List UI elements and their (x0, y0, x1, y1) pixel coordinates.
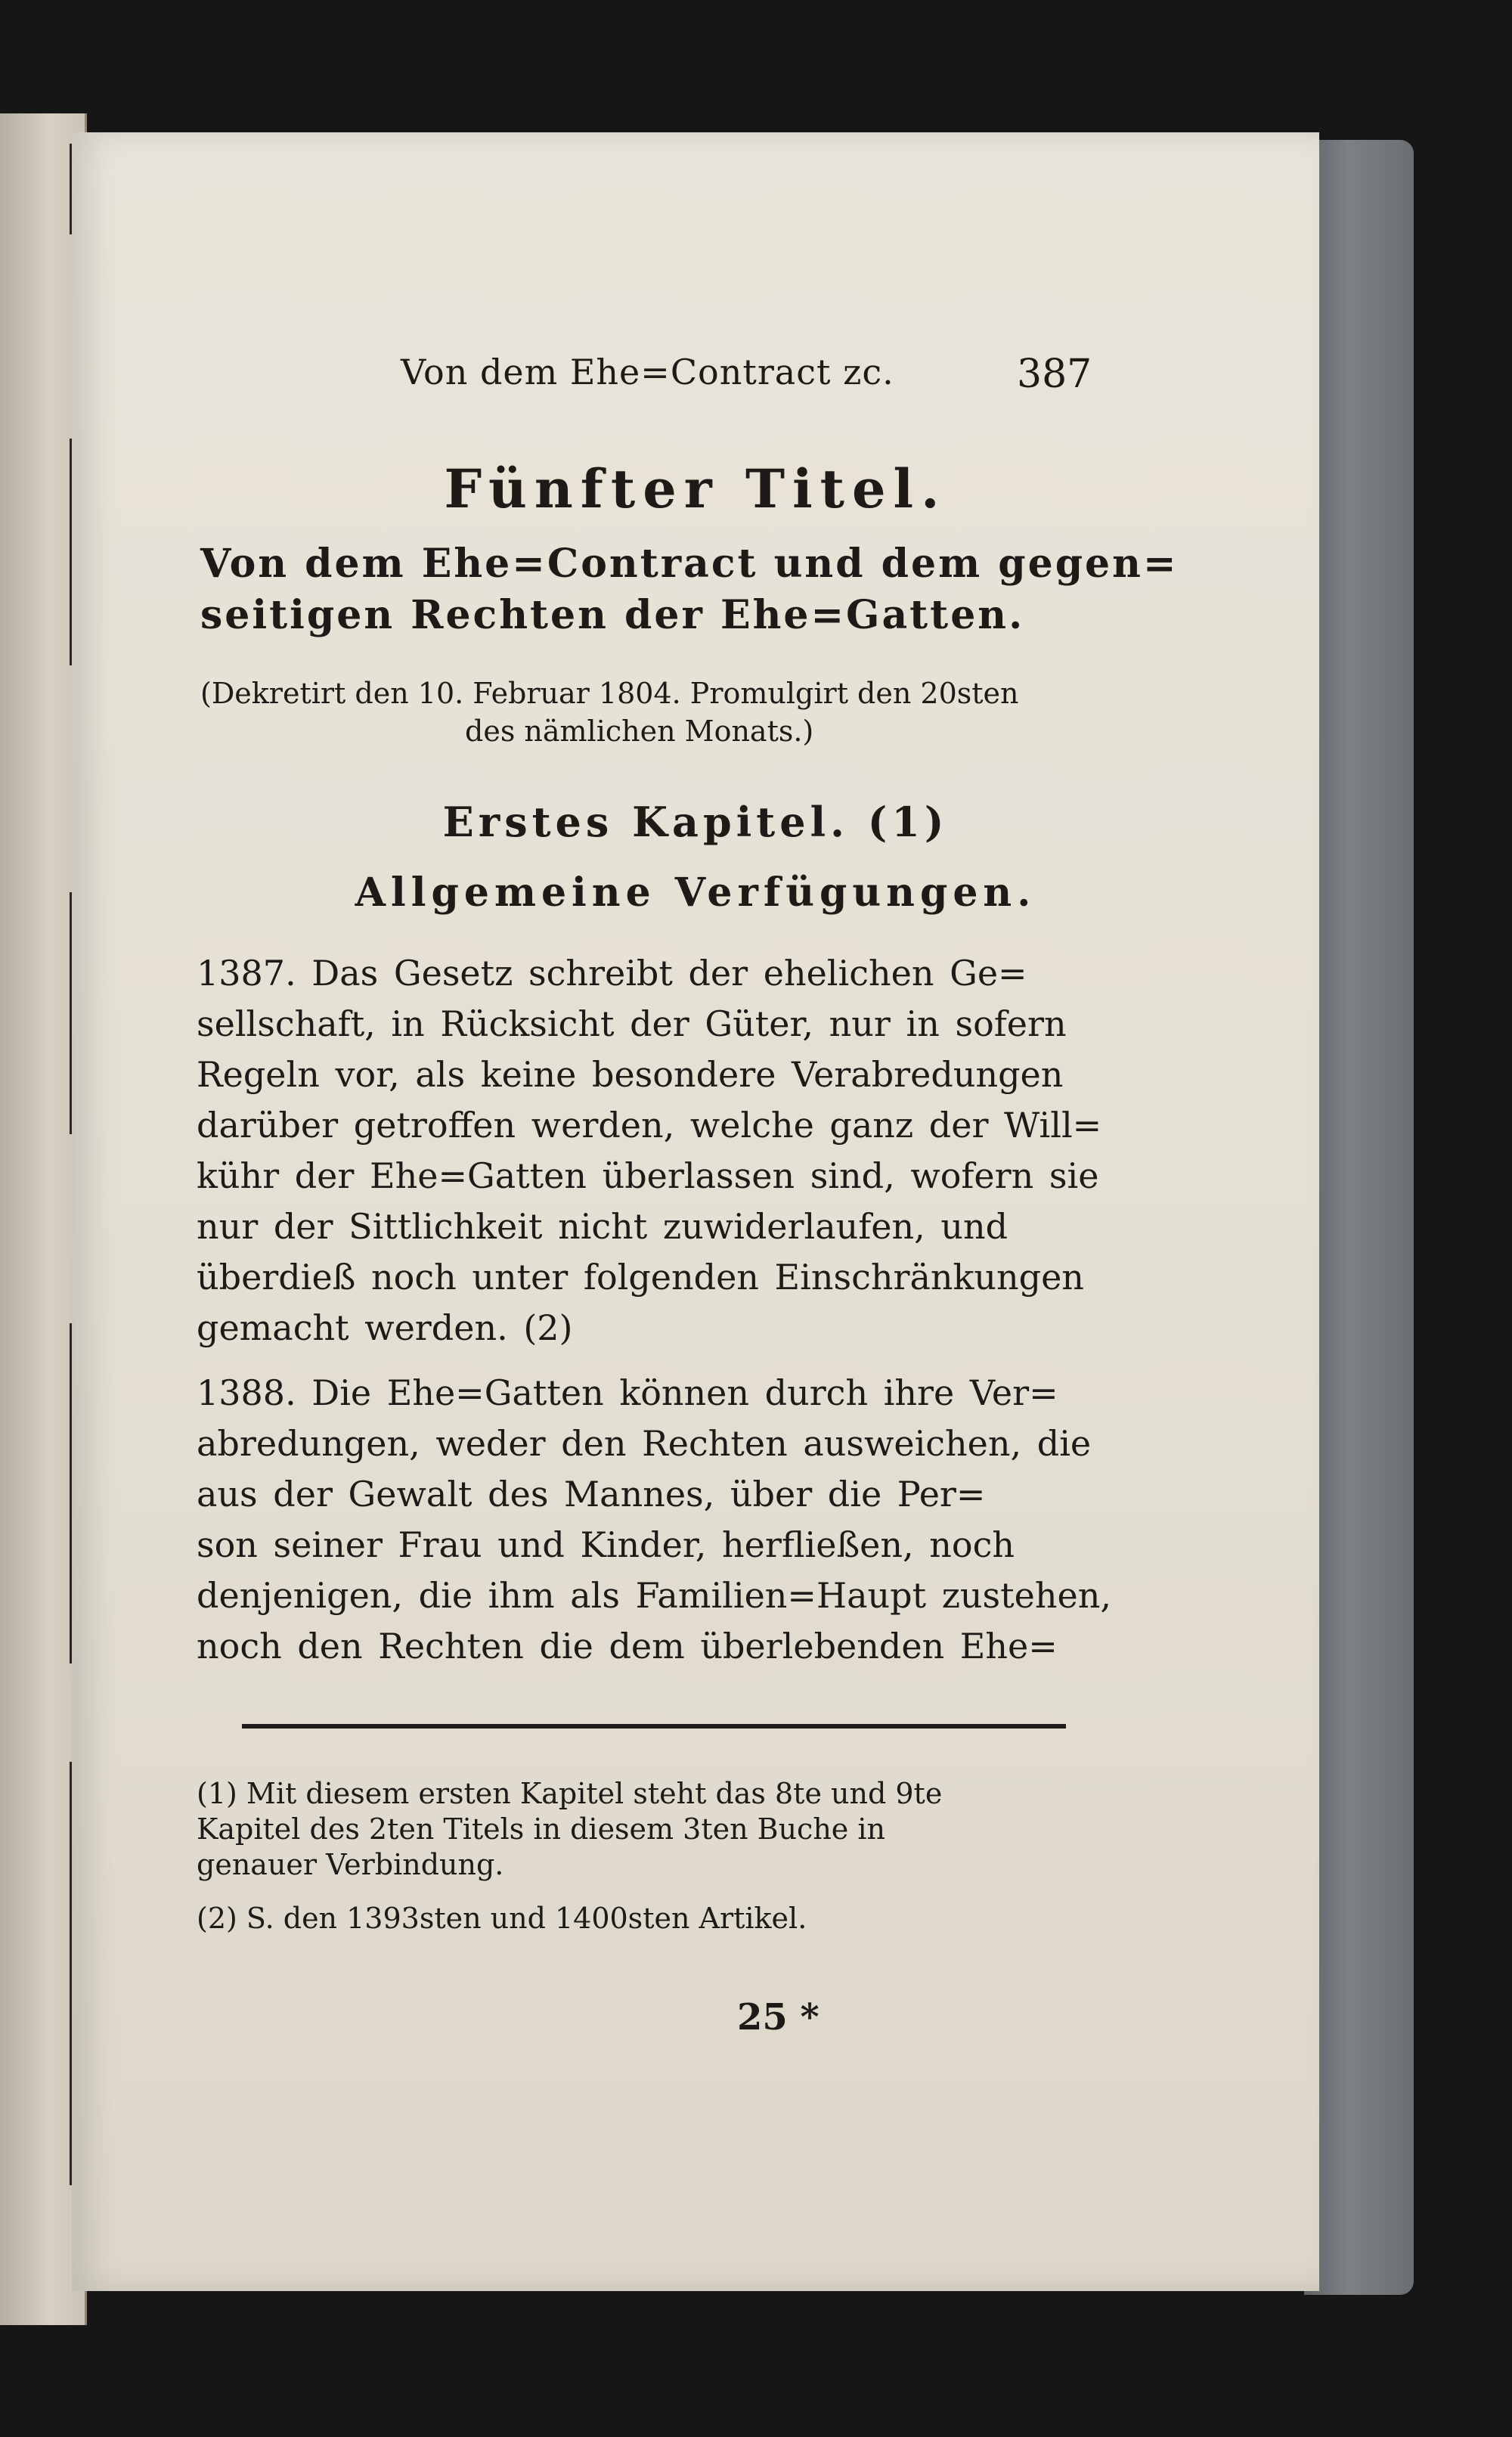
body-line: kühr der Ehe=Gatten überlassen sind, wofern sie (197, 1155, 1099, 1196)
body-line: abredungen, weder den Rechten ausweichen, die (197, 1423, 1092, 1464)
title-heading: Fünfter Titel. (444, 457, 947, 520)
footnote-line: Kapitel des 2ten Titels in diesem 3ten Buche in (197, 1812, 885, 1846)
body-line: darüber getroffen werden, welche ganz der Will= (197, 1105, 1102, 1146)
signature-mark: 25 * (737, 1996, 820, 2039)
book-page (72, 132, 1319, 2291)
decree-note: (Dekretirt den 10. Februar 1804. Promulgirt den 20sten (200, 677, 1019, 710)
subtitle-line: Von dem Ehe=Contract und dem gegen= (200, 541, 1179, 587)
body-line: noch den Rechten die dem überlebenden Ehe= (197, 1626, 1058, 1667)
body-line: gemacht werden. (2) (197, 1307, 573, 1348)
running-header: Von dem Ehe=Contract zc. (401, 352, 894, 392)
body-line: son seiner Frau und Kinder, herfließen, noch (197, 1524, 1015, 1565)
footnote-line: (1) Mit diesem ersten Kapitel steht das 8te und 9te (197, 1777, 943, 1810)
subtitle-line: seitigen Rechten der Ehe=Gatten. (200, 592, 1025, 638)
body-line: 1388. Die Ehe=Gatten können durch ihre Ver= (197, 1372, 1058, 1413)
book-cover-edge (1304, 140, 1414, 2295)
section-heading: Allgemeine Verfügungen. (355, 870, 1036, 916)
footnote-divider (242, 1724, 1066, 1729)
body-line: sellschaft, in Rücksicht der Güter, nur in sofern (197, 1003, 1067, 1044)
body-line: Regeln vor, als keine besondere Verabredungen (197, 1054, 1064, 1095)
chapter-heading: Erstes Kapitel. (1) (442, 798, 949, 846)
body-line: nur der Sittlichkeit nicht zuwiderlaufen, und (197, 1206, 1009, 1247)
footnote-line: genauer Verbindung. (197, 1848, 504, 1881)
footnote-line: (2) S. den 1393sten und 1400sten Artikel. (197, 1902, 807, 1935)
body-line: denjenigen, die ihm als Familien=Haupt zustehen, (197, 1575, 1111, 1616)
body-line: 1387. Das Gesetz schreibt der ehelichen Ge= (197, 953, 1027, 994)
page-number: 387 (1017, 352, 1092, 397)
decree-note: des nämlichen Monats.) (465, 715, 814, 748)
body-line: überdieß noch unter folgenden Einschränkungen (197, 1257, 1084, 1298)
body-line: aus der Gewalt des Mannes, über die Per= (197, 1474, 986, 1515)
